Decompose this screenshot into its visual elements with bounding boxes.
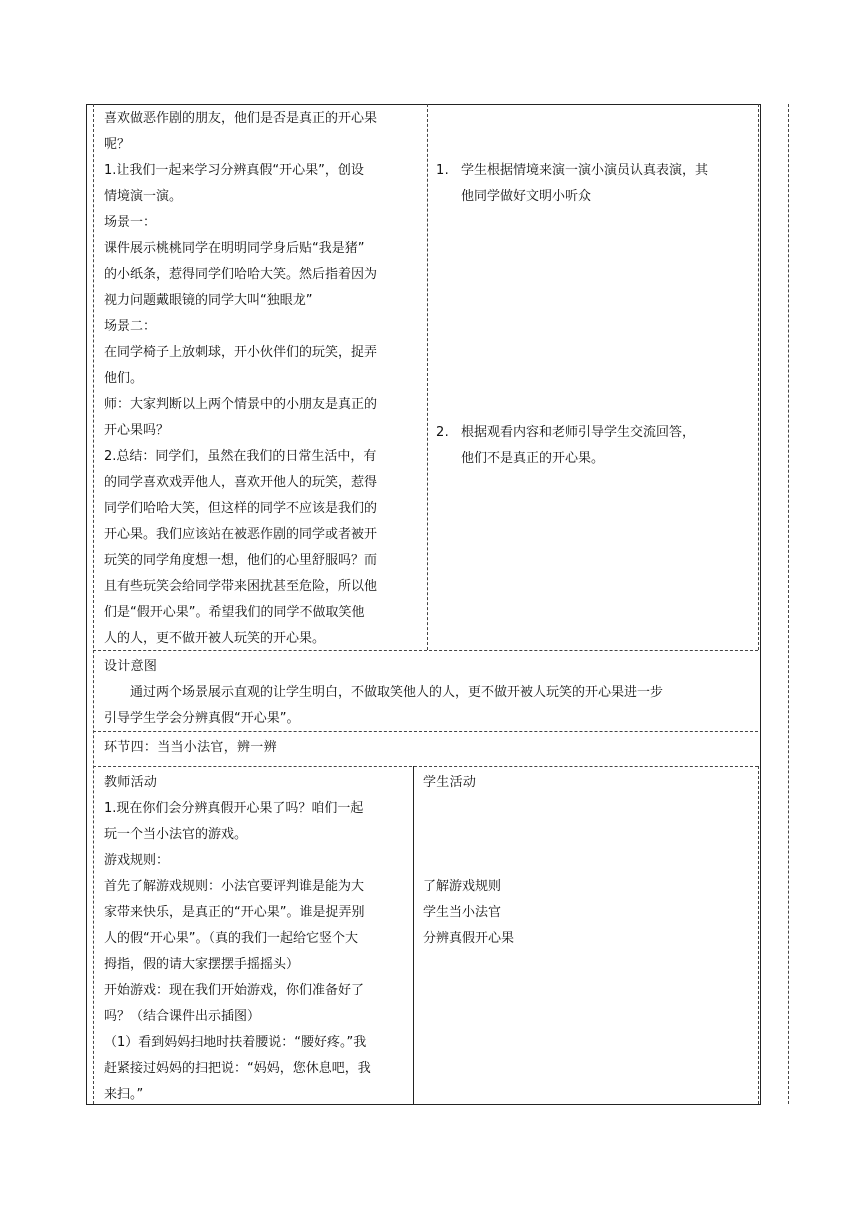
design-intent-line: 通过两个场景展示直观的让学生明白，不做取笑他人的人，更不做开被人玩笑的开心果进一步 — [130, 685, 664, 700]
student-item-1-text — [461, 158, 708, 210]
teacher-line: 他们。 — [104, 371, 144, 386]
student-line: 根据观看内容和老师引导学生交流回答， — [461, 425, 696, 440]
teacher-line: 场景二： — [104, 319, 157, 334]
teacher-line: 开始游戏：现在我们开始游戏，你们准备好了 — [104, 983, 365, 998]
teacher-line: 的同学喜欢戏弄他人，喜欢开他人的玩笑，惹得 — [104, 475, 378, 490]
student-activity-heading: 学生活动 — [423, 775, 477, 790]
teacher-line: 场景一： — [104, 215, 157, 230]
teacher-line: 呢？ — [104, 137, 131, 152]
teacher-line: 且有些玩笑会给同学带来困扰甚至危险，所以他 — [104, 579, 378, 594]
student-item-2-text — [461, 420, 695, 472]
teacher-line: 游戏规则： — [104, 853, 170, 868]
teacher-line: 玩一个当小法官的游戏。 — [104, 827, 248, 842]
teacher-line: 赶紧接过妈妈的扫把说：“妈妈，您休息吧，我 — [104, 1061, 371, 1076]
teacher-line: 1.现在你们会分辨真假开心果了吗？咱们一起 — [104, 801, 364, 816]
teacher-line: 师：大家判断以上两个情景中的小朋友是真正的 — [104, 397, 378, 412]
inner-right-border — [788, 104, 789, 1104]
student-line: 他同学做好文明小听众 — [461, 189, 592, 204]
student-line: 他们不是真正的开心果。 — [461, 451, 605, 466]
table-top-border — [86, 104, 761, 105]
student-item-2-number: 2. — [436, 425, 450, 440]
teacher-line: 情境演一演。 — [104, 189, 183, 204]
teacher-line: 的小纸条，惹得同学们哈哈大笑。然后指着因为 — [104, 267, 378, 282]
teacher-line: 来扫。” — [104, 1087, 144, 1102]
teacher-line: 人的人，更不做开被人玩笑的开心果。 — [104, 631, 326, 646]
bottom-right-divider — [758, 766, 759, 1104]
teacher-line: 2.总结：同学们，虽然在我们的日常生活中，有 — [104, 449, 377, 464]
design-intent-line: 引导学生学会分辨真假“开心果”。 — [104, 711, 300, 726]
bottom-student-activity — [423, 874, 514, 952]
teacher-line: 在同学椅子上放刺球，开小伙伴们的玩笑，捉弄 — [104, 345, 378, 360]
teacher-line: 课件展示桃桃同学在明明同学身后贴“我是猪” — [104, 241, 365, 256]
student-line: 了解游戏规则 — [423, 879, 502, 894]
teacher-line: （1）看到妈妈扫地时扶着腰说：“腰好疼。”我 — [104, 1035, 367, 1050]
teacher-line: 视力问题戴眼镜的同学大叫“独眼龙” — [104, 293, 313, 308]
design-intent-body — [104, 680, 754, 732]
bottom-teacher-activity — [104, 796, 410, 1108]
teacher-line: 玩笑的同学角度想一想，他们的心里舒服吗？而 — [104, 553, 378, 568]
student-line: 学生当小法官 — [423, 905, 502, 920]
top-teacher-activity — [104, 106, 424, 652]
right-margin-border — [758, 104, 759, 650]
student-item-1-number: 1. — [436, 163, 450, 178]
step4-title: 环节四：当当小法官，辨一辨 — [104, 740, 277, 755]
teacher-line: 们是“假开心果”。希望我们的同学不做取笑他 — [104, 605, 365, 620]
teacher-line: 拇指，假的请大家摆摆手摇摇头） — [104, 957, 300, 972]
teacher-line: 家带来快乐，是真正的“开心果”。谁是捉弄别 — [104, 905, 365, 920]
table-right-border — [760, 104, 761, 1104]
teacher-line: 开心果吗？ — [104, 423, 170, 438]
teacher-line: 首先了解游戏规则：小法官要评判谁是能为大 — [104, 879, 365, 894]
teacher-line: 开心果。我们应该站在被恶作剧的同学或者被开 — [104, 527, 378, 542]
table-left-border — [86, 104, 87, 1104]
teacher-line: 吗？（结合课件出示插图） — [104, 1009, 261, 1024]
teacher-line: 1.让我们一起来学习分辨真假“开心果”，创设 — [104, 163, 364, 178]
teacher-line: 同学们哈哈大笑，但这样的同学不应该是我们的 — [104, 501, 378, 516]
teacher-line: 人的假“开心果”。（真的我们一起给它竖个大 — [104, 931, 358, 946]
teacher-line: 喜欢做恶作剧的朋友，他们是否是真正的开心果 — [104, 111, 378, 126]
divider-bottom-section — [93, 766, 758, 767]
inner-left-border — [93, 104, 94, 1104]
teacher-activity-heading: 教师活动 — [104, 775, 158, 790]
student-line: 分辨真假开心果 — [423, 931, 515, 946]
top-column-divider — [427, 104, 428, 650]
student-line: 学生根据情境来演一演小演员认真表演，其 — [461, 163, 709, 178]
bottom-column-divider — [413, 766, 414, 1104]
design-intent-heading: 设计意图 — [104, 659, 158, 674]
